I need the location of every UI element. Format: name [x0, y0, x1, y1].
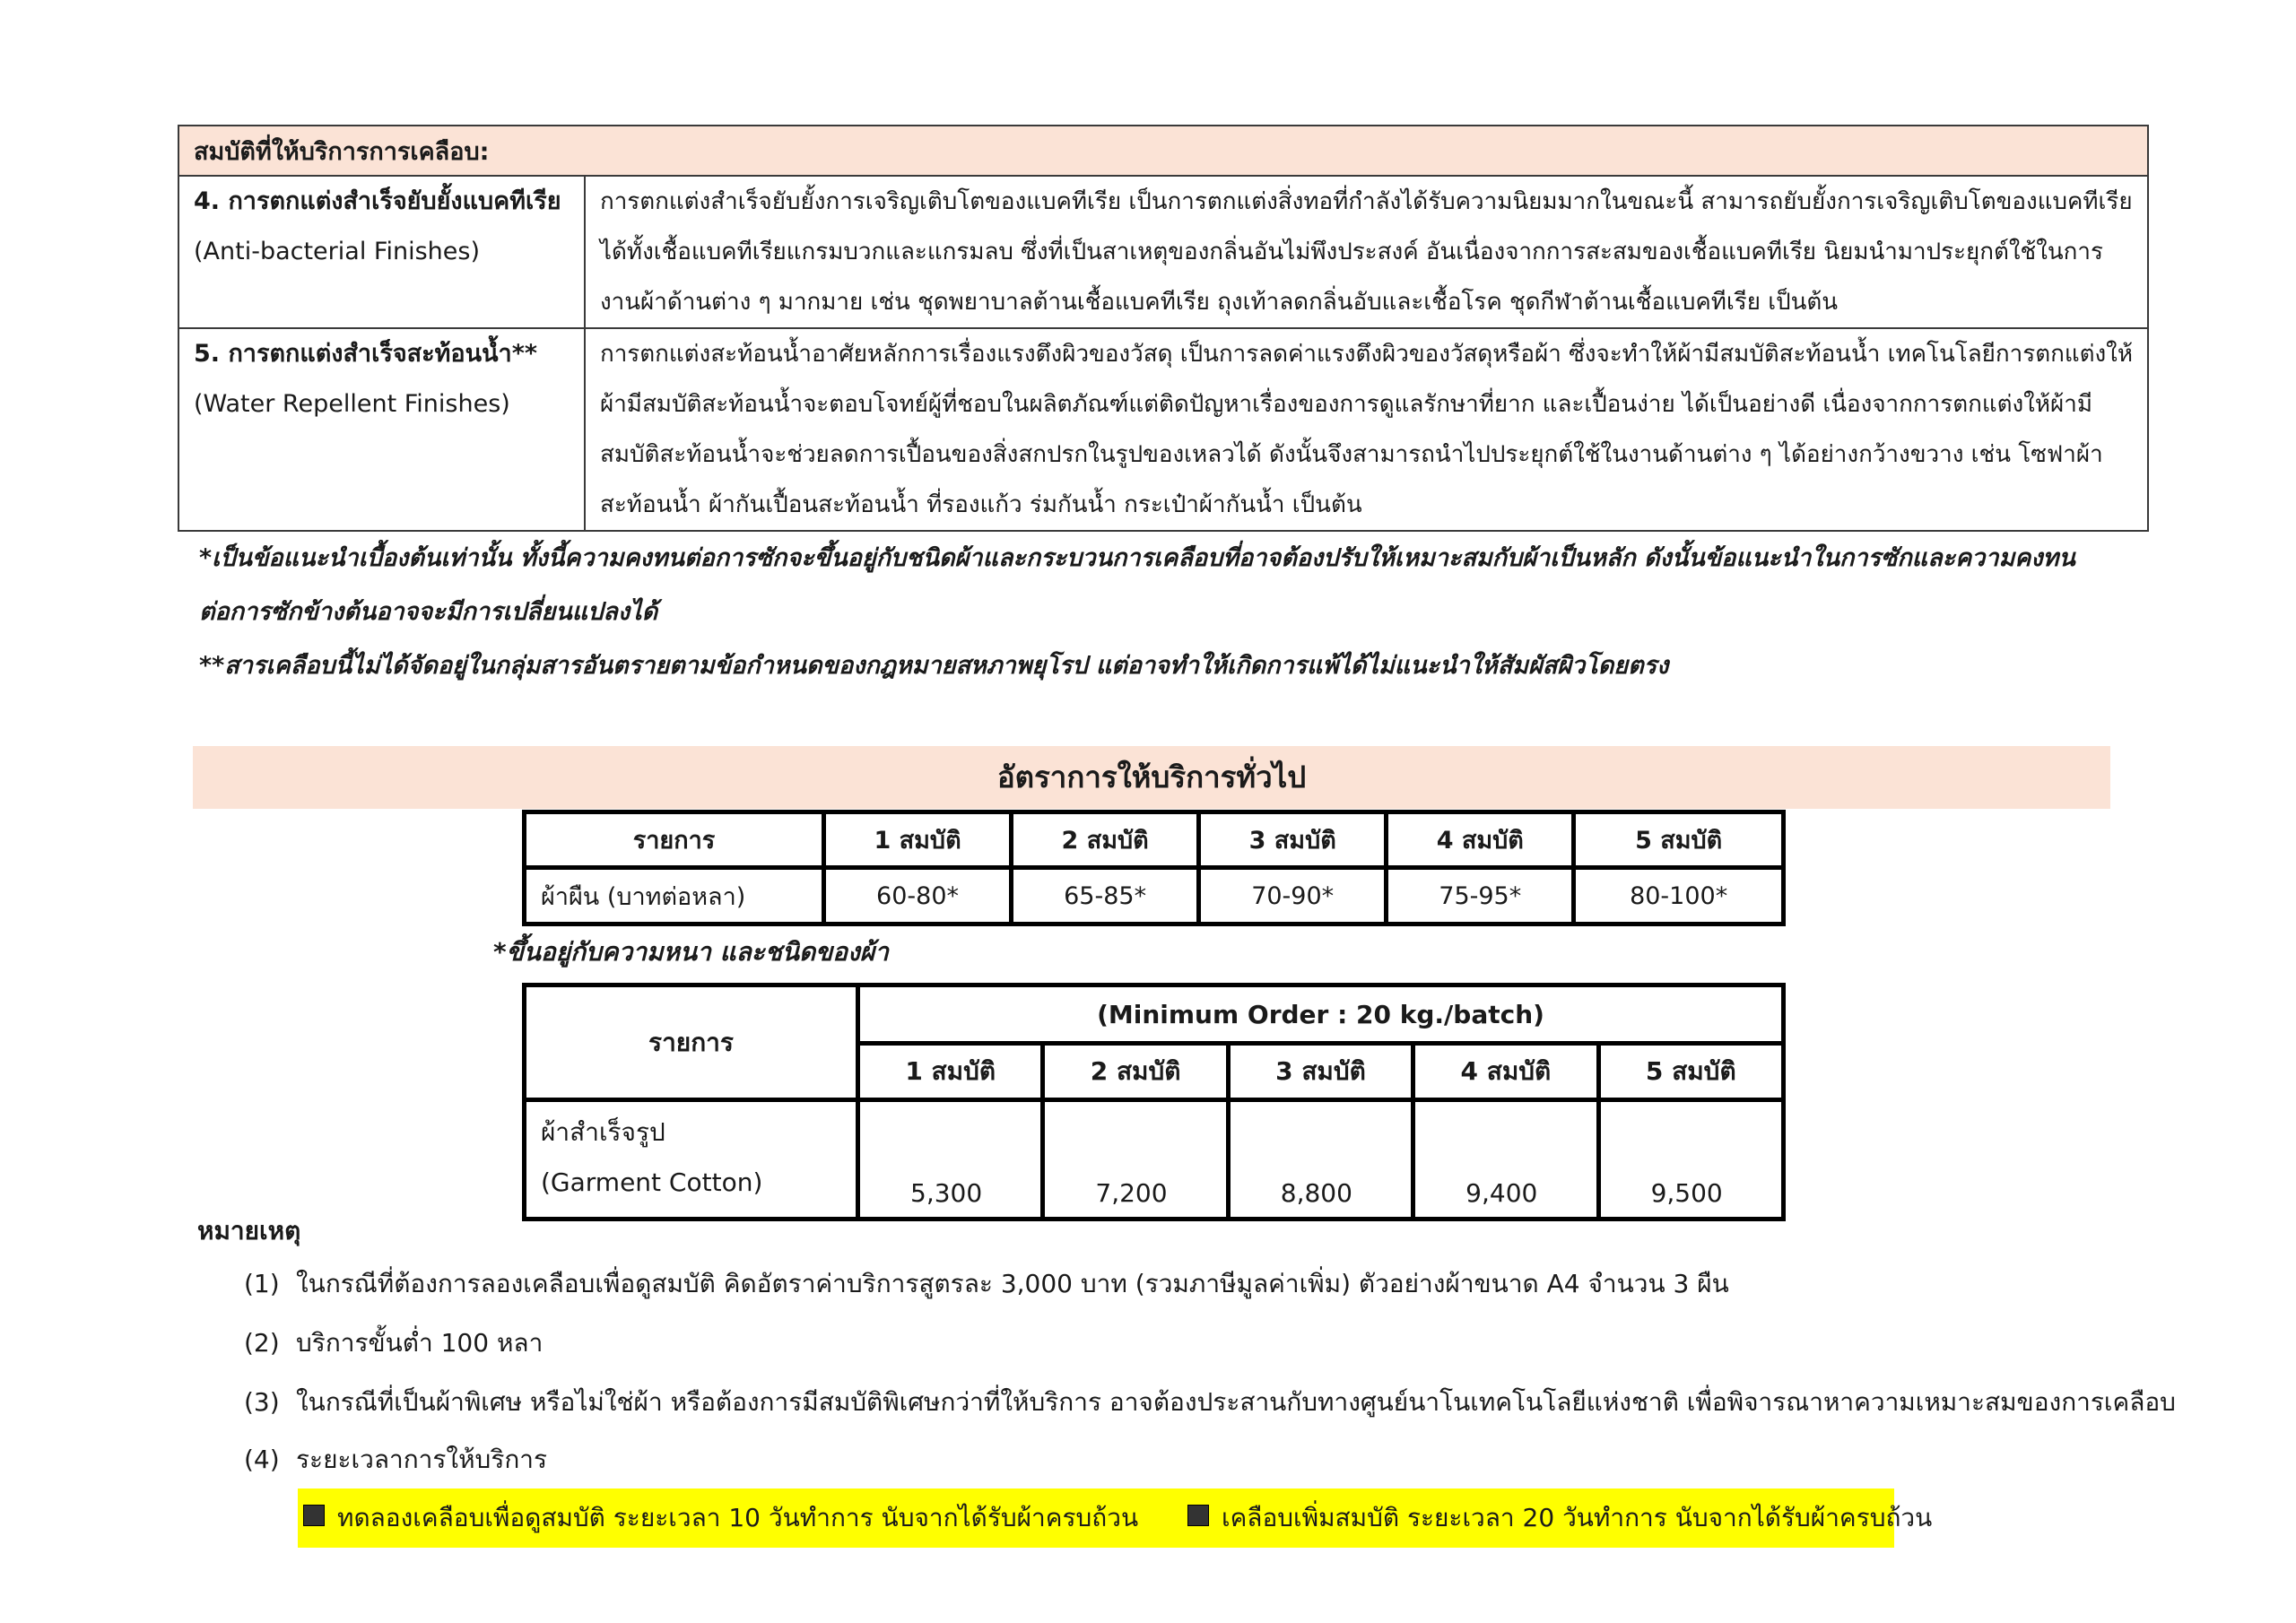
square-bullet-icon — [1187, 1505, 1209, 1526]
service-time-item — [1187, 1488, 1932, 1548]
column-header: 1 สมบัติ — [858, 1044, 1043, 1100]
price-cell: 65-85* — [1012, 868, 1199, 924]
service-time-text: เคลือบเพิ่มสมบัติ ระยะเวลา 20 วันทำการ นับจากได้รับผ้าครบถ้วน — [1222, 1503, 1933, 1532]
row-label — [525, 1100, 858, 1219]
remark-text: ระยะเวลาการให้บริการ — [296, 1445, 548, 1474]
column-header: 5 สมบัติ — [1598, 1044, 1783, 1100]
price-cell: 70-90* — [1199, 868, 1387, 924]
price-cell: 9,500 — [1598, 1100, 1783, 1219]
property-description-cell — [585, 176, 2148, 328]
remark-number: (1) — [244, 1269, 280, 1298]
row-label-en: (Garment Cotton) — [541, 1167, 763, 1197]
description-line: ได้ทั้งเชื้อแบคทีเรียแกรมบวกและแกรมลบ ซึ่งที่เป็นสาเหตุของกลิ่นอันไม่พึงประสงค์ อันเนื่องจากการสะสมของเชื้อแบคทีเรีย นิยมนำมาประยุกต์ใช้ในการ — [599, 239, 2103, 265]
row-header: รายการ — [525, 985, 858, 1100]
remarks-title: หมายเหตุ — [197, 1216, 301, 1245]
column-header: 3 สมบัติ — [1228, 1044, 1413, 1100]
remark-item — [244, 1324, 543, 1363]
remark-text: ในกรณีที่ต้องการลองเคลือบเพื่อดูสมบัติ คิดอัตราค่าบริการสูตรละ 3,000 บาท (รวมภาษีมูลค่าเพิ่ม) ตัวอย่างผ้าขนาด A4 จำนวน 3 ผืน — [296, 1269, 1729, 1298]
price-cell: 8,800 — [1228, 1100, 1413, 1219]
garment-rate-table — [522, 983, 1786, 1221]
fabric-rate-table — [522, 810, 1786, 926]
row-label: ผ้าผืน (บาทต่อหลา) — [525, 868, 824, 924]
column-header: 4 สมบัติ — [1413, 1044, 1598, 1100]
service-time-highlight — [298, 1488, 1933, 1548]
properties-table — [178, 125, 2149, 532]
property-name-th: 5. การตกแต่งสำเร็จสะท้อนน้ำ** — [194, 340, 537, 368]
price-cell: 60-80* — [824, 868, 1012, 924]
price-cell: 80-100* — [1574, 868, 1784, 924]
remark-number: (4) — [244, 1445, 280, 1474]
remark-text: บริการขั้นต่ำ 100 หลา — [296, 1328, 544, 1358]
column-header: 4 สมบัติ — [1387, 812, 1574, 868]
footnote-1: *เป็นข้อแนะนำเบื้องต้นเท่านั้น ทั้งนี้ความคงทนต่อการซักจะขึ้นอยู่กับชนิดผ้าและกระบวนการเคลือบที่อาจต้องปรับให้เหมาะสมกับผ้าเป็นหลัก ดังนั้นข้อแนะนำในการซักและความคงทน — [199, 544, 2075, 572]
remark-item — [244, 1383, 2176, 1422]
price-cell: 5,300 — [858, 1100, 1043, 1219]
table-row — [525, 1100, 1784, 1219]
table-row — [178, 328, 2148, 531]
column-header: รายการ — [525, 812, 824, 868]
description-line: งานผ้าด้านต่าง ๆ มากมาย เช่น ชุดพยาบาลต้านเชื้อแบคทีเรีย ถุงเท้าลดกลิ่นอับและเชื้อโรค ชุดกีฬาต้านเชื้อแบคทีเรีย เป็นต้น — [599, 289, 1839, 316]
price-cell: 7,200 — [1043, 1100, 1228, 1219]
row-label-th: ผ้าสำเร็จรูป — [541, 1117, 665, 1147]
property-name-cell — [178, 328, 585, 531]
property-name-en: (Water Repellent Finishes) — [194, 390, 510, 418]
description-line: การตกแต่งสำเร็จยับยั้งการเจริญเติบโตของแบคทีเรีย เป็นการตกแต่งสิ่งทอที่กำลังได้รับความนิยมมากในขณะนี้ สามารถยับยั้งการเจริญเติบโตของแบคทีเรีย — [599, 188, 2133, 215]
property-name-en: (Anti-bacterial Finishes) — [194, 238, 480, 265]
column-header: 1 สมบัติ — [824, 812, 1012, 868]
remark-text: ในกรณีที่เป็นผ้าพิเศษ หรือไม่ใช่ผ้า หรือต้องการมีสมบัติพิเศษกว่าที่ให้บริการ อาจต้องประสานกับทางศูนย์นาโนเทคโนโลยีแห่งชาติ เพื่อพิจารณาหาความเหมาะสมของการเคลือบ — [296, 1387, 2176, 1417]
column-header: 3 สมบัติ — [1199, 812, 1387, 868]
properties-table-header: สมบัติที่ให้บริการการเคลือบ: — [178, 126, 2148, 176]
column-header: 2 สมบัติ — [1043, 1044, 1228, 1100]
description-line: สะท้อนน้ำ ผ้ากันเปื้อนสะท้อนน้ำ ที่รองแก้ว ร่มกันน้ำ กระเป๋าผ้ากันน้ำ เป็นต้น — [599, 491, 1362, 518]
minimum-order: (Minimum Order : 20 kg./batch) — [858, 985, 1784, 1044]
remark-item — [244, 1264, 1729, 1304]
column-header: 2 สมบัติ — [1012, 812, 1199, 868]
column-header: 5 สมบัติ — [1574, 812, 1784, 868]
property-description-cell — [585, 328, 2148, 531]
price-cell: 75-95* — [1387, 868, 1574, 924]
property-name-cell — [178, 176, 585, 328]
property-name-th: 4. การตกแต่งสำเร็จยับยั้งแบคทีเรีย — [194, 187, 561, 215]
remark-item — [244, 1440, 547, 1480]
description-line: การตกแต่งสะท้อนน้ำอาศัยหลักการเรื่องแรงตึงผิวของวัสดุ เป็นการลดค่าแรงตึงผิวของวัสดุหรือผ้า ซึ่งจะทำให้ผ้ามีสมบัติสะท้อนน้ำ เทคโนโลยีการตกแต่งให้ — [599, 341, 2133, 368]
service-time-item — [303, 1488, 1138, 1548]
footnote-2: **สารเคลือบนี้ไม่ได้จัดอยู่ในกลุ่มสารอันตรายตามข้อกำหนดของกฎหมายสหภาพยุโรป แต่อาจทำให้เกิดการแพ้ได้ไม่แนะนำให้สัมผัสผิวโดยตรง — [199, 652, 1669, 680]
table-row — [525, 868, 1784, 924]
description-line: สมบัติสะท้อนน้ำจะช่วยลดการเปื้อนของสิ่งสกปรกในรูปของเหลวได้ ดังนั้นจึงสามารถนำไปประยุกต์ใช้ในงานด้านต่าง ๆ ได้อย่างกว้างขวาง เช่น โซฟาผ้า — [599, 441, 2103, 468]
rates-title: อัตราการให้บริการทั่วไป — [193, 746, 2110, 809]
service-time-text: ทดลองเคลือบเพื่อดูสมบัติ ระยะเวลา 10 วันทำการ นับจากได้รับผ้าครบถ้วน — [337, 1503, 1139, 1532]
table1-note: *ขึ้นอยู่กับความหนา และชนิดของผ้า — [493, 937, 889, 967]
remark-number: (3) — [244, 1387, 280, 1417]
footnote-1-continued: ต่อการซักข้างต้นอาจจะมีการเปลี่ยนแปลงได้ — [199, 598, 658, 626]
square-bullet-icon — [303, 1505, 325, 1526]
description-line: ผ้ามีสมบัติสะท้อนน้ำจะตอบโจทย์ผู้ที่ชอบในผลิตภัณฑ์แต่ติดปัญหาเรื่องของการดูแลรักษาที่ยาก และเปื้อนง่าย ได้เป็นอย่างดี เนื่องจากการตกแต่งให้ผ้ามี — [599, 391, 2092, 418]
table-row — [178, 176, 2148, 328]
remark-number: (2) — [244, 1328, 280, 1358]
price-cell: 9,400 — [1413, 1100, 1598, 1219]
